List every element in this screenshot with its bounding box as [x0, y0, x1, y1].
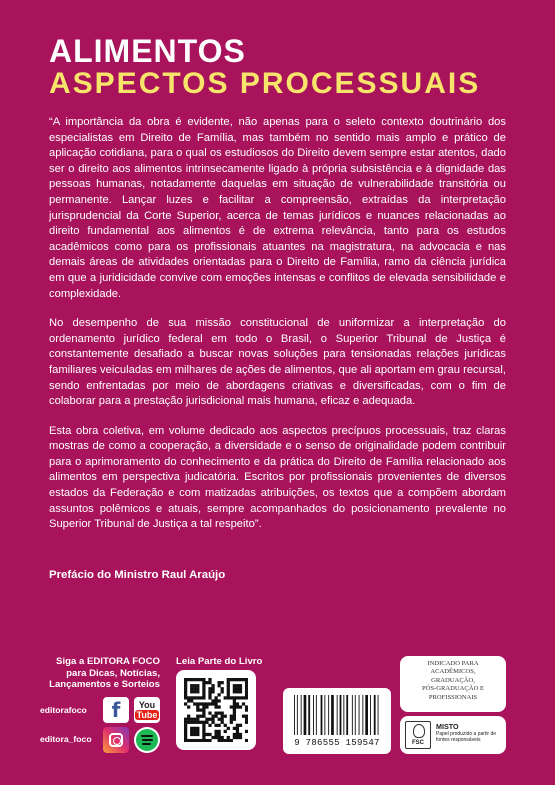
fsc-paper-text: Papel produzido a partir de fontes responsáveis — [436, 731, 497, 743]
qr-code[interactable] — [176, 670, 256, 750]
back-cover-text — [49, 115, 506, 547]
fsc-tree-icon: FSC — [405, 721, 431, 749]
book-title: ALIMENTOS — [49, 33, 246, 69]
preface-signature: Prefácio do Ministro Raul Araújo — [49, 569, 226, 581]
facebook-icon[interactable]: f — [103, 697, 129, 723]
isbn-barcode — [283, 688, 391, 754]
paragraph-3: Esta obra coletiva, em volume dedicado aos aspectos precípuos processuais, traz claras mostras de como a cooperação, a diversidade e o senso de originalidade podem contribuir para o aprimoramento do conhecimento e da prática do Direito de Família relacionado aos alimentos em perspectiva judicatória. Escritos por profissionais provenientes de diversos estados da Federação e com matizadas atribuições, os textos que a compõem abordam assuntos polêmicos e atuais, sempre acompanhados do posicionamento prevalente no Superior Tribunal de Justiça a tal respeito”. — [49, 424, 506, 531]
instagram-icon[interactable] — [103, 727, 129, 753]
paragraph-2: No desempenho de sua missão constitucional de uniformizar a interpretação do ordenamento jurídico federal em todo o Brasil, o Superior Tribunal de Justiça é constantemente desafiado a buscar novas soluções para tensionadas relações jurídicas familiares veiculadas em milhares de ações de alimentos, que ali aportam em grau recursal, sendo enfrentadas por meio de abordagens criativas e diversificadas, com o fim de colaborar para a prestação jurisdicional mais humana, eficaz e adequada. — [49, 317, 506, 408]
audience-line: ACADÊMICOS, — [430, 668, 476, 676]
spotify-icon[interactable] — [134, 727, 160, 753]
fsc-certification — [400, 716, 506, 754]
facebook-youtube-handle: editorafoco — [40, 705, 87, 715]
read-sample-label: Leia Parte do Livro — [176, 656, 263, 667]
audience-line: PÓS-GRADUAÇÃO E — [421, 685, 485, 693]
youtube-icon[interactable]: You Tube — [134, 697, 160, 723]
audience-badge — [400, 656, 506, 712]
audience-line: GRADUAÇÃO, — [431, 676, 475, 684]
follow-publisher-text: Siga a EDITORA FOCO para Dicas, Notícias, Lançamentos e Sorteios — [49, 656, 160, 690]
fsc-mix-label: MISTO — [436, 722, 459, 731]
book-subtitle: ASPECTOS PROCESSUAIS — [49, 67, 481, 100]
audience-line: PROFISSIONAIS — [428, 693, 478, 701]
instagram-spotify-handle: editora_foco — [40, 734, 92, 744]
audience-line: INDICADO PARA — [427, 660, 479, 667]
paragraph-1: “A importância da obra é evidente, não apenas para o seleto contexto doutrinário dos especialistas em Direito de Família, mas também no sentido mais amplo e prático de aplicação cotidiana, para o qual os estudiosos do Direito devem sempre estar atentos, dado ser o direito aos alimentos intrinsecamente ligado à própria subsistência e à dignidade das pessoas humanas, notadamente daquelas em situação de vulnerabilidade transitória ou permanente. Lançar luzes e facilitar a compreensão, extraídas da interpretação jurisprudencial da Corte Superior, acerca de temas jurídicos e nuances relacionadas ao direito fundamental aos alimentos é de extrema relevância, tanto para os estudos acadêmicos como para os profissionais atuantes na magistratura, na advocacia e nas demais áreas de atividades orientadas para o Direito de Família, ramo da ciência jurídica em que a juridicidade convive com emoções intensas e conflitos de elevada sensibilidade e complexidade. — [49, 116, 506, 300]
isbn-number: 9 786555 159547 — [294, 738, 380, 748]
